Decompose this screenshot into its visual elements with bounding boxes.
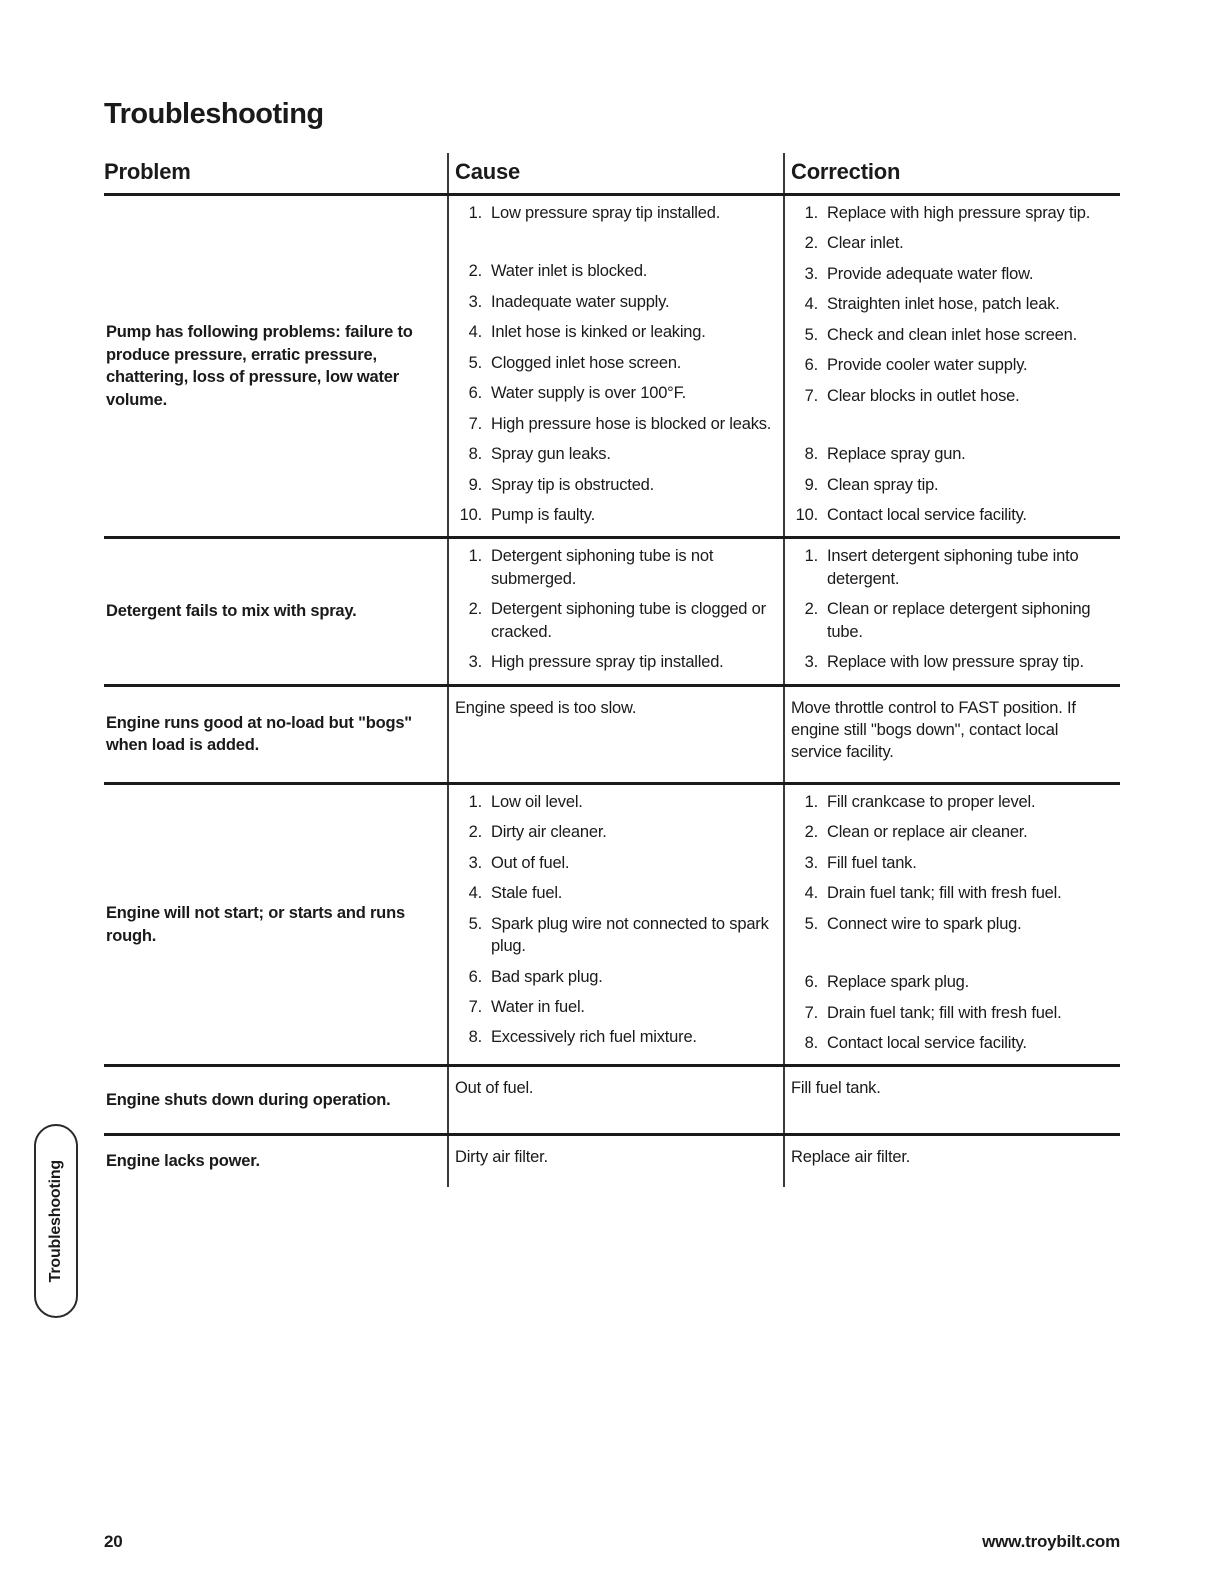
- list-item-number: 5.: [468, 353, 482, 372]
- list-item-number: 7.: [468, 997, 482, 1016]
- list-item: [785, 504, 1116, 526]
- list-item: [785, 598, 1116, 643]
- list-item-number: 3.: [468, 292, 482, 311]
- list-item-text: Drain fuel tank; fill with fresh fuel.: [827, 1003, 1062, 1022]
- side-tab: [34, 1124, 78, 1318]
- list-item-text: Low pressure spray tip installed.: [491, 204, 721, 222]
- list-item-number: 3.: [468, 853, 482, 872]
- list-item: [449, 321, 779, 343]
- problem-text: Pump has following problems: failure to produce pressure, erratic pressure, chattering, loss of pressure, low water volume.: [106, 323, 413, 409]
- list-item-number: 2.: [804, 823, 818, 842]
- list-item: [449, 1026, 779, 1048]
- table-row: [104, 1067, 1120, 1136]
- list-item-text: Straighten inlet hose, patch leak.: [827, 295, 1060, 314]
- table-row: [104, 687, 1120, 785]
- list-item-number: 4.: [804, 884, 818, 903]
- list-item-text: High pressure hose is blocked or leaks.: [491, 414, 772, 433]
- list-item-number: 1.: [468, 792, 482, 811]
- list-item-number: 2.: [468, 600, 482, 619]
- column-header-correction: Correction: [783, 153, 1120, 193]
- column-header-cause: Cause: [447, 153, 783, 193]
- list-item-text: Low oil level.: [491, 792, 583, 811]
- list-item: [785, 913, 1116, 935]
- list-item-number: 9.: [468, 475, 482, 494]
- problem-text: Engine lacks power.: [106, 1152, 260, 1171]
- list-item-text: Stale fuel.: [491, 884, 563, 903]
- page-footer: [104, 1532, 1120, 1552]
- list-item-number: 10.: [795, 505, 818, 524]
- list-item: [785, 385, 1116, 407]
- problem-cell: [104, 539, 447, 683]
- list-item-number: 7.: [804, 386, 818, 405]
- list-item: [785, 971, 1116, 993]
- list-item: [449, 352, 779, 374]
- problem-text: Engine will not start; or starts and runs rough.: [106, 904, 405, 945]
- list-item-text: Out of fuel.: [491, 853, 570, 872]
- list-item: [785, 791, 1116, 813]
- list-item-text: Provide adequate water flow.: [827, 264, 1034, 283]
- list-item-number: 10.: [459, 505, 482, 524]
- correction-cell: [783, 1067, 1120, 1133]
- list-item-number: 2.: [804, 234, 818, 253]
- list-item: [449, 443, 779, 465]
- list-item-text: Replace with low pressure spray tip.: [827, 653, 1084, 672]
- list-item-number: 1.: [468, 547, 482, 566]
- list-item-number: 2.: [468, 823, 482, 842]
- list-item-text: Drain fuel tank; fill with fresh fuel.: [827, 884, 1062, 903]
- cause-cell: [447, 687, 783, 782]
- list-item-number: 5.: [804, 914, 818, 933]
- list-item: [449, 260, 779, 282]
- correction-cell: [783, 196, 1120, 536]
- list-item-number: 6.: [468, 967, 482, 986]
- table-row: [104, 785, 1120, 1068]
- list-item-number: 7.: [468, 414, 482, 433]
- list-item-number: 6.: [804, 356, 818, 375]
- list-item: [449, 598, 779, 643]
- list-item: [785, 1002, 1116, 1024]
- list-item-number: 8.: [804, 1033, 818, 1052]
- list-item: [449, 291, 779, 313]
- list-item: [785, 821, 1116, 843]
- list-item-number: 6.: [804, 973, 818, 992]
- list-item-number: 1.: [804, 792, 818, 811]
- list-item: [785, 293, 1116, 315]
- list-item-text: Inadequate water supply.: [491, 292, 670, 311]
- list-item: [785, 545, 1116, 590]
- correction-text: Replace air filter.: [791, 1148, 911, 1167]
- list-item-number: 5.: [804, 325, 818, 344]
- list-item-text: Clear inlet.: [827, 234, 904, 253]
- list-item-text: Fill fuel tank.: [827, 853, 917, 872]
- list-item-text: Water supply is over 100°F.: [491, 384, 687, 403]
- list-item-number: 3.: [804, 653, 818, 672]
- list-item-number: 1.: [804, 204, 818, 222]
- list-item-number: 3.: [468, 653, 482, 672]
- list-item: [449, 882, 779, 904]
- list-item-text: Excessively rich fuel mixture.: [491, 1028, 697, 1047]
- list-item-number: 6.: [468, 384, 482, 403]
- list-item-text: High pressure spray tip installed.: [491, 653, 724, 672]
- column-header-problem: Problem: [104, 159, 191, 184]
- page-number: 20: [104, 1532, 123, 1551]
- troubleshooting-table: [104, 153, 1120, 1187]
- list-item-text: Clean or replace detergent siphoning tube.: [827, 600, 1091, 641]
- problem-text: Engine runs good at no-load but "bogs" when load is added.: [106, 713, 412, 755]
- list-item: [785, 202, 1116, 224]
- list-item-text: Detergent siphoning tube is clogged or cracked.: [491, 600, 766, 641]
- list-item: [785, 1032, 1116, 1054]
- list-item: [785, 852, 1116, 874]
- list-item-text: Water in fuel.: [491, 997, 585, 1016]
- list-item: [785, 354, 1116, 376]
- list-item: [785, 232, 1116, 254]
- list-item-number: 8.: [804, 445, 818, 464]
- list-item-text: Provide cooler water supply.: [827, 356, 1028, 375]
- correction-cell: [783, 785, 1120, 1065]
- list-item-number: 4.: [468, 884, 482, 903]
- correction-cell: [783, 687, 1120, 782]
- problem-cell: [104, 785, 447, 1065]
- list-item-text: Replace spark plug.: [827, 973, 970, 992]
- list-item: [449, 913, 779, 958]
- list-item-text: Clogged inlet hose screen.: [491, 353, 682, 372]
- list-item: [785, 882, 1116, 904]
- list-item: [785, 651, 1116, 673]
- list-item: [785, 443, 1116, 465]
- correction-text: Move throttle control to FAST position. If engine still "bogs down", contact local service facility.: [791, 698, 1076, 762]
- list-item-number: 2.: [804, 600, 818, 619]
- list-item: [785, 324, 1116, 346]
- list-item-text: Bad spark plug.: [491, 967, 603, 986]
- problem-text: Engine shuts down during operation.: [106, 1091, 391, 1110]
- problem-cell: [104, 196, 447, 536]
- list-item-text: Inlet hose is kinked or leaking.: [491, 323, 706, 342]
- list-item-text: Water inlet is blocked.: [491, 262, 648, 281]
- list-item: [785, 263, 1116, 285]
- list-item-text: Clean spray tip.: [827, 475, 939, 494]
- cause-text: Dirty air filter.: [455, 1148, 548, 1167]
- list-item: [449, 821, 779, 843]
- problem-text: Detergent fails to mix with spray.: [106, 602, 357, 621]
- side-tab-label: Troubleshooting: [47, 1159, 64, 1283]
- list-item-number: 2.: [468, 262, 482, 281]
- cause-text: Engine speed is too slow.: [455, 698, 637, 717]
- list-item: [449, 413, 779, 435]
- list-item-text: Clean or replace air cleaner.: [827, 823, 1028, 842]
- list-item: [449, 651, 779, 673]
- cause-cell: [447, 1136, 783, 1186]
- list-item-number: 1.: [804, 547, 818, 566]
- list-item-text: Contact local service facility.: [827, 505, 1027, 524]
- correction-cell: [783, 1136, 1120, 1186]
- list-item-text: Check and clean inlet hose screen.: [827, 325, 1078, 344]
- page-title: Troubleshooting: [104, 98, 324, 130]
- table-row: [104, 539, 1120, 686]
- list-item-text: Fill crankcase to proper level.: [827, 792, 1036, 811]
- list-item: [449, 996, 779, 1018]
- cause-cell: [447, 1067, 783, 1133]
- list-item-text: Replace with high pressure spray tip.: [827, 204, 1091, 222]
- list-item-text: Spray gun leaks.: [491, 445, 611, 464]
- list-item-text: Spark plug wire not connected to spark plug.: [491, 914, 769, 956]
- cause-text: Out of fuel.: [455, 1079, 534, 1098]
- list-item: [449, 852, 779, 874]
- list-item-text: Replace spray gun.: [827, 445, 966, 464]
- list-item: [449, 382, 779, 404]
- cause-cell: [447, 785, 783, 1065]
- list-item-text: Contact local service facility.: [827, 1033, 1027, 1052]
- list-item: [449, 966, 779, 988]
- list-item: [449, 791, 779, 813]
- list-item-text: Dirty air cleaner.: [491, 823, 607, 842]
- list-item-text: Detergent siphoning tube is not submerged.: [491, 547, 714, 588]
- list-item: [449, 504, 779, 526]
- list-item-number: 5.: [468, 914, 482, 933]
- list-item-text: Connect wire to spark plug.: [827, 914, 1022, 933]
- list-item-number: 1.: [468, 204, 482, 222]
- table-row: [104, 196, 1120, 539]
- list-item-number: 7.: [804, 1003, 818, 1022]
- list-item-text: Clear blocks in outlet hose.: [827, 386, 1020, 405]
- list-item: [785, 474, 1116, 496]
- list-item-number: 3.: [804, 853, 818, 872]
- list-item-number: 3.: [804, 264, 818, 283]
- table-header-row: [104, 153, 1120, 196]
- list-item-number: 4.: [804, 295, 818, 314]
- cause-cell: [447, 196, 783, 536]
- correction-text: Fill fuel tank.: [791, 1079, 881, 1098]
- correction-cell: [783, 539, 1120, 683]
- list-item: [449, 202, 779, 224]
- list-item: [449, 545, 779, 590]
- list-item-number: 4.: [468, 323, 482, 342]
- list-item-number: 8.: [468, 445, 482, 464]
- list-item-number: 8.: [468, 1028, 482, 1047]
- list-item-text: Pump is faulty.: [491, 505, 595, 524]
- problem-cell: [104, 687, 447, 782]
- list-item-text: Spray tip is obstructed.: [491, 475, 655, 494]
- website-text: www.troybilt.com: [982, 1532, 1120, 1551]
- problem-cell: [104, 1136, 447, 1186]
- list-item-number: 9.: [804, 475, 818, 494]
- page-content: [104, 98, 1120, 1187]
- table-row: [104, 1136, 1120, 1186]
- list-item: [449, 474, 779, 496]
- list-item-text: Insert detergent siphoning tube into detergent.: [827, 547, 1079, 588]
- problem-cell: [104, 1067, 447, 1133]
- cause-cell: [447, 539, 783, 683]
